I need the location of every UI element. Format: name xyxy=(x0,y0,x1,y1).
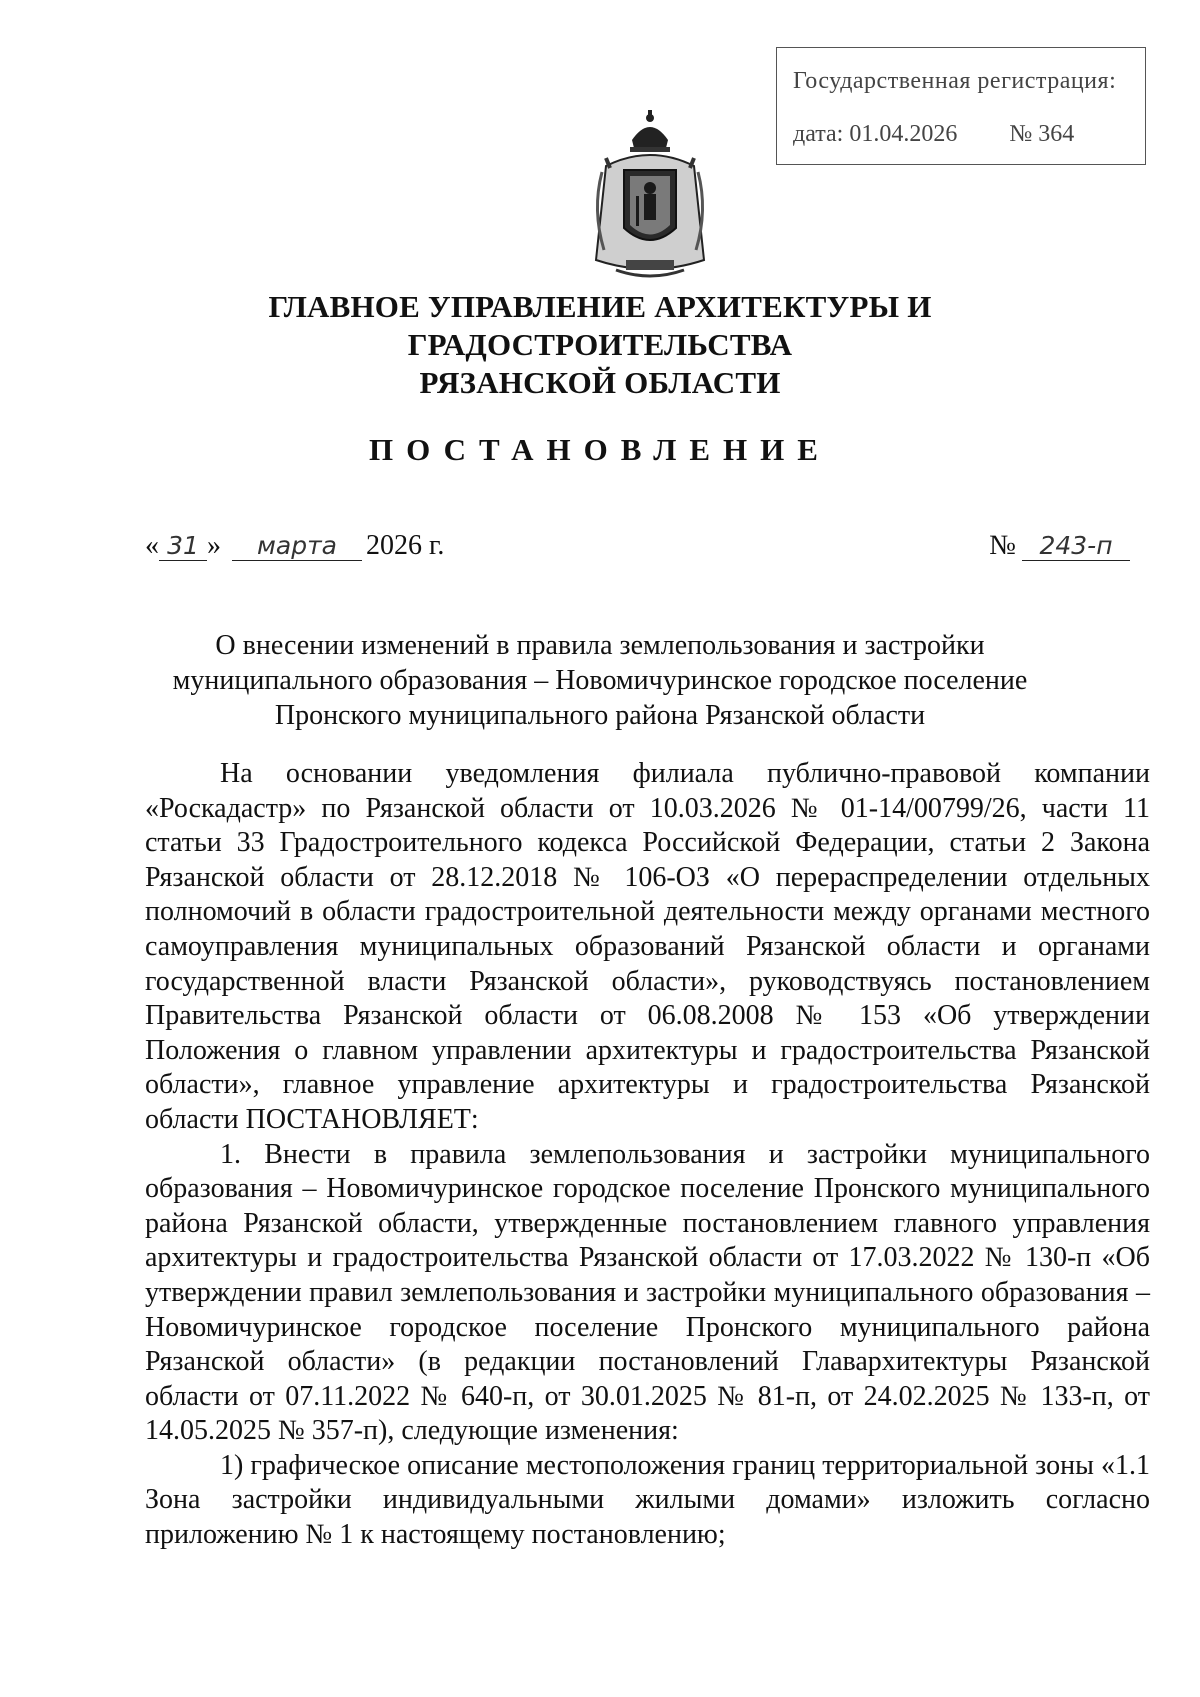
date-year: 2026 г. xyxy=(366,530,445,561)
date-number-line xyxy=(145,530,1130,570)
organization-line-2: РЯЗАНСКОЙ ОБЛАСТИ xyxy=(419,365,781,400)
organization-name xyxy=(80,288,1120,402)
document-number xyxy=(989,530,1130,562)
registration-number: № 364 xyxy=(1009,121,1075,147)
body-paragraph-subitem-1: 1) графическое описание местоположения границ территориальной зоны «1.1 Зона застройки индивидуальными жилыми домами» изложить согласно приложению № 1 к настоящему постановлению; xyxy=(145,1449,1150,1551)
handwritten-month: марта xyxy=(232,532,362,561)
document-body xyxy=(145,757,1150,1553)
registration-title: Государственная регистрация: xyxy=(793,68,1117,94)
subject-line-1: О внесении изменений в правила землепользования и застройки xyxy=(215,630,985,661)
handwritten-number: 243-п xyxy=(1022,532,1130,561)
date-close-quote: » xyxy=(207,530,221,561)
subject-line-3: Пронского муниципального района Рязанской области xyxy=(274,700,926,731)
body-paragraph-preamble: На основании уведомления филиала публично-правовой компании «Роскадастр» по Рязанской области от 10.03.2026 № 01-14/00799/26, части 11 статьи 33 Градостроительного кодекса Российской Федерации, статьи 2 Закона Рязанской области от 28.12.2018 № 106-ОЗ «О перераспределении отдельных полномочий в области градостроительной деятельности между органами местного самоуправления муниципальных образований Рязанской области и органами государственной власти Рязанской области», руководствуясь постановлением Правительства Рязанской области от 06.08.2008 № 153 «Об утверждении Положения о главном управлении архитектуры и градостроительства Рязанской области», главное управление архитектуры и градостроительства Рязанской области ПОСТАНОВЛЯЕТ: xyxy=(145,758,1150,1135)
document-date xyxy=(145,530,444,562)
registration-stamp xyxy=(776,47,1146,165)
number-sign: № xyxy=(989,530,1016,561)
document-subject xyxy=(150,628,1050,733)
subject-line-2: муниципального образования – Новомичуринское городское поселение xyxy=(172,665,1028,696)
registration-date: дата: 01.04.2026 xyxy=(793,121,958,147)
handwritten-day: 31 xyxy=(159,532,207,561)
body-paragraph-item-1: 1. Внести в правила землепользования и застройки муниципального образования – Новомичуринское городское поселение Пронского муниципального района Рязанской области, утвержденные постановлением главного управления архитектуры и градостроительства Рязанской области от 17.03.2022 № 130-п «Об утверждении правил землепользования и застройки муниципального образования – Новомичуринское городское поселение Пронского муниципального района Рязанской области» (в редакции постановлений Главархитектуры Рязанской области от 07.11.2022 № 640-п, от 30.01.2025 № 81-п, от 24.02.2025 № 133-п, от 14.05.2025 № 357-п), следующие изменения: xyxy=(145,1138,1150,1447)
coat-of-arms-icon xyxy=(586,110,714,280)
registration-details xyxy=(793,121,1127,148)
date-open-quote: « xyxy=(145,530,159,561)
organization-line-1: ГЛАВНОЕ УПРАВЛЕНИЕ АРХИТЕКТУРЫ И ГРАДОСТРОИТЕЛЬСТВА xyxy=(268,289,932,362)
document-type: ПОСТАНОВЛЕНИЕ xyxy=(369,432,831,467)
